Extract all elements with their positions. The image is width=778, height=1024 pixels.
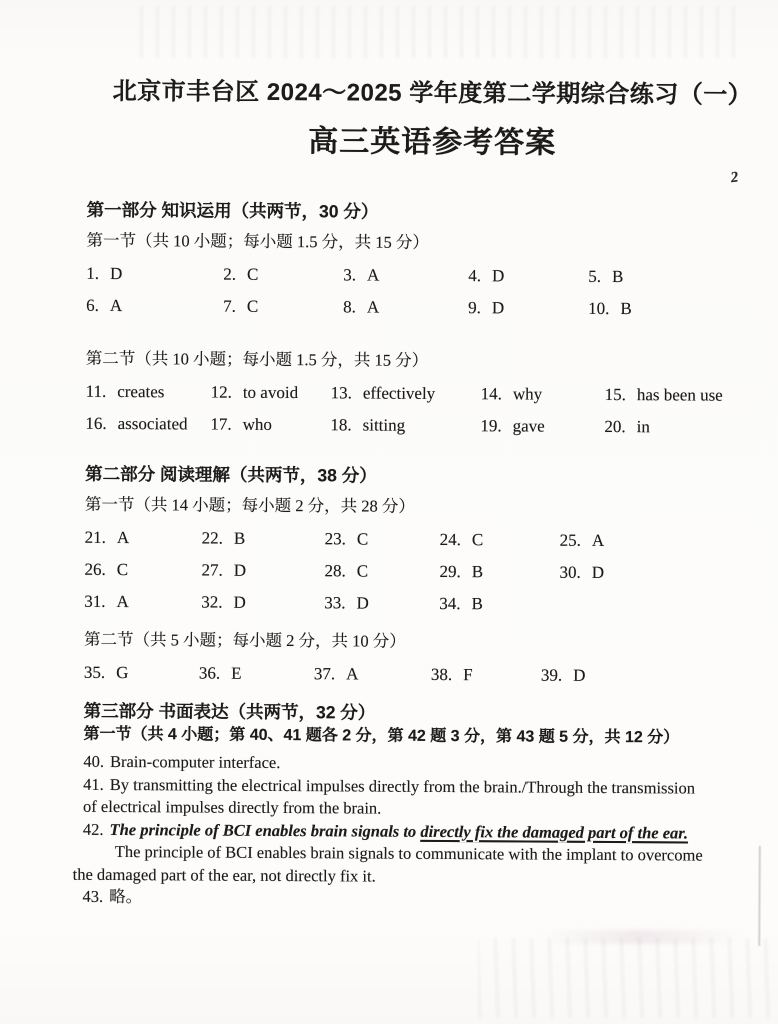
answer-number: 19.: [480, 416, 502, 436]
answer-42-explanation-line2: the damaged part of the ear, not directly fix it.: [72, 864, 376, 886]
answer-value: B: [471, 562, 484, 582]
answer-value: D: [233, 560, 247, 580]
answer-value: creates: [117, 381, 165, 402]
answer-value: D: [591, 562, 605, 582]
answer-row: [84, 558, 774, 586]
answer-item: [201, 559, 324, 584]
answer-number: 13.: [330, 383, 352, 403]
answer-number: 39.: [540, 665, 563, 685]
answer-number: 35.: [83, 662, 106, 682]
answer-number: 4.: [468, 266, 482, 286]
answer-item: [541, 664, 671, 689]
answer-item: [480, 414, 604, 439]
answer-value: D: [573, 665, 586, 685]
answer-number: 6.: [86, 295, 99, 315]
answer-value: effectively: [362, 383, 436, 403]
part1-section2-label: 第二节（共 10 小题；每小题 1.5 分，共 15 分）: [85, 348, 429, 370]
answer-item: [559, 561, 689, 586]
answer-item: [84, 558, 201, 583]
answer-value: A: [116, 591, 129, 612]
answer-value: gave: [512, 416, 545, 436]
answer-row: [85, 526, 775, 554]
answer-42-quoted-text: The principle of BCI enables brain signals to: [109, 819, 421, 841]
answer-number: 8.: [343, 297, 356, 317]
answer-value: D: [233, 592, 246, 612]
answer-item: [211, 381, 331, 406]
answer-item: [201, 591, 324, 616]
answer-row: [86, 380, 776, 408]
answer-value: has been use: [636, 385, 723, 405]
answer-number: 31.: [84, 591, 106, 611]
answer-item: [468, 264, 588, 289]
answer-number: 38.: [430, 664, 453, 685]
answer-item: [439, 560, 559, 585]
answer-item: [588, 297, 718, 322]
answer-value: A: [367, 265, 380, 285]
answer-item: [331, 381, 481, 406]
exam-title: 北京市丰台区 2024～2025 学年度第二学期综合练习（一）: [112, 77, 753, 109]
answer-value: B: [620, 299, 632, 319]
answer-item: [199, 661, 314, 686]
answer-item: [588, 265, 718, 290]
answer-number: 10.: [588, 298, 610, 318]
answer-43-text: 略。: [109, 886, 143, 907]
answer-number: 37.: [313, 664, 336, 684]
part2-heading: 第二部分 阅读理解（共两节，38 分）: [85, 463, 377, 486]
answer-item: [431, 663, 541, 688]
answer-item: [223, 263, 343, 288]
answer-value: C: [356, 561, 369, 581]
answer-number: 14.: [480, 384, 502, 404]
answer-item: [86, 380, 211, 405]
answer-value: B: [612, 267, 624, 287]
answer-number: 16.: [85, 413, 107, 433]
answer-item: [468, 296, 588, 321]
answer-value: sitting: [362, 415, 406, 435]
question-42-number: 42.: [82, 819, 104, 839]
answer-number: 20.: [604, 416, 626, 437]
answer-number: 11.: [85, 381, 107, 401]
answer-number: 17.: [210, 414, 232, 434]
answer-item: [86, 294, 223, 319]
answer-number: 23.: [324, 529, 347, 549]
answer-number: 29.: [439, 561, 461, 582]
answer-value: D: [491, 298, 505, 318]
answer-item: [223, 295, 343, 320]
answer-value: A: [116, 527, 130, 548]
answer-value: A: [109, 295, 123, 316]
answer-item: [314, 662, 431, 687]
page-content: [72, 76, 777, 913]
answer-number: 25.: [559, 530, 582, 550]
answer-value: C: [116, 559, 129, 580]
part3-heading: 第三部分 书面表达（共两节，32 分）: [83, 700, 376, 723]
answer-number: 5.: [588, 266, 602, 286]
answer-grid-part2-section1: [84, 526, 775, 618]
answer-number: 32.: [201, 592, 223, 612]
answer-number: 1.: [86, 263, 100, 283]
answer-42-explanation-line1: The principle of BCI enables brain signals to communicate with the implant to overcome: [114, 841, 703, 865]
answer-grid-part1-section1: [86, 262, 776, 322]
answer-row: [86, 262, 776, 290]
part1-heading: 第一部分 知识运用（共两节，30 分）: [86, 199, 379, 222]
answer-number: 26.: [84, 559, 106, 579]
answer-value: to avoid: [242, 382, 299, 403]
answer-grid-part1-section2: [85, 380, 775, 440]
answer-row: [86, 294, 776, 322]
answer-40-text: Brain-computer interface.: [109, 751, 281, 772]
answer-number: 9.: [468, 298, 481, 318]
answer-item: [210, 413, 330, 438]
answer-value: C: [471, 530, 484, 550]
question-43-number: 43.: [82, 886, 104, 906]
answer-item: [560, 529, 690, 554]
answer-43: [82, 886, 772, 913]
answer-item: [84, 661, 199, 686]
answer-41-text-line2: of electrical impulses directly from the brain.: [83, 796, 382, 818]
answer-value: D: [356, 593, 369, 613]
answer-41-text-line1: By transmitting the electrical impulses directly from the brain./Through the transmission: [109, 774, 696, 798]
answer-item: [343, 263, 468, 288]
answer-value: E: [231, 663, 242, 683]
answer-item: [439, 592, 559, 617]
answer-item: [440, 528, 560, 553]
answer-value: D: [110, 263, 123, 284]
answer-value: C: [356, 529, 369, 549]
answer-item: [324, 591, 439, 616]
answer-value: C: [247, 264, 259, 284]
part2-section1-label: 第一节（共 14 小题；每小题 2 分，共 28 分）: [84, 494, 415, 516]
answer-item: [85, 526, 202, 551]
answer-item: [84, 590, 201, 615]
answer-item: [85, 412, 210, 437]
answer-value: associated: [117, 413, 188, 434]
answer-value: A: [591, 530, 605, 550]
answer-number: 28.: [324, 561, 346, 581]
part3-section1-label: 第一节（共 4 小题；第 40、41 题各 2 分，第 42 题 3 分，第 43 题 5 分，共 12 分）: [83, 725, 680, 747]
answer-42-line3: [73, 863, 773, 890]
answer-item: [605, 383, 778, 408]
stray-pen-mark: 2: [729, 169, 740, 187]
answer-number: 24.: [439, 529, 462, 550]
answer-number: 2.: [223, 264, 237, 284]
answer-number: 22.: [201, 528, 224, 548]
answer-value: why: [512, 384, 543, 404]
answer-item: [86, 262, 223, 287]
answer-value: A: [366, 297, 380, 317]
answer-number: 12.: [210, 382, 232, 402]
question-40-number: 40.: [83, 751, 105, 771]
answer-item: [325, 527, 440, 552]
answer-row: [85, 412, 775, 440]
answer-item: [481, 382, 605, 407]
answer-value: F: [463, 665, 473, 685]
answer-row: [84, 590, 774, 618]
answer-number: 7.: [223, 296, 236, 316]
answer-value: C: [246, 296, 259, 316]
answer-item: [604, 415, 778, 440]
answer-number: 15.: [604, 384, 626, 405]
answer-number: 30.: [559, 562, 581, 582]
answer-number: 3.: [343, 265, 357, 285]
answer-grid-part2-section2: [84, 661, 774, 689]
answer-key-title: 高三英语参考答案: [308, 125, 557, 160]
answer-number: 33.: [324, 593, 346, 613]
answer-number: 27.: [201, 560, 223, 580]
answer-42-underlined-text: directly fix the damaged part of the ear.: [420, 821, 689, 842]
answer-row: [84, 661, 774, 689]
answer-value: B: [233, 528, 246, 548]
answer-number: 34.: [439, 593, 461, 614]
answer-number: 36.: [198, 663, 221, 683]
question-41-number: 41.: [83, 774, 104, 794]
answer-value: A: [346, 664, 359, 684]
answer-item: [330, 413, 480, 438]
answer-value: G: [116, 662, 129, 683]
answer-number: 21.: [84, 527, 107, 547]
answer-value: D: [492, 266, 505, 286]
answer-value: B: [471, 594, 483, 614]
answer-item: [343, 295, 468, 320]
answer-item: [324, 559, 439, 584]
answer-item: [202, 527, 325, 552]
answer-number: 18.: [330, 415, 352, 435]
part1-section1-label: 第一节（共 10 小题；每小题 1.5 分，共 15 分）: [86, 230, 429, 252]
answer-value: who: [242, 414, 272, 434]
answer-value: in: [636, 417, 650, 437]
part2-section2-label: 第二节（共 5 小题；每小题 2 分，共 10 分）: [84, 629, 406, 651]
